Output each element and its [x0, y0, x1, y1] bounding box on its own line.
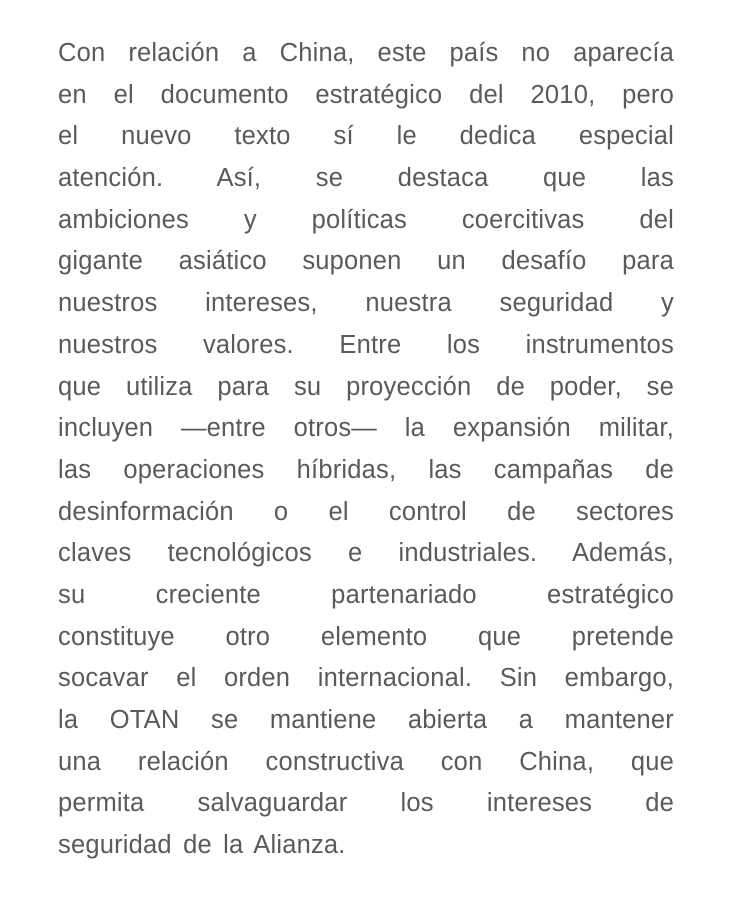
paragraph-line: gigante asiático suponen un desafío para [58, 247, 674, 276]
paragraph-line: nuestros intereses, nuestra seguridad y [58, 289, 674, 318]
paragraph-line: la OTAN se mantiene abierta a mantener [58, 706, 674, 734]
article-paragraph [58, 33, 674, 867]
paragraph-line: en el documento estratégico del 2010, pero [58, 80, 674, 109]
paragraph-line: claves tecnológicos e industriales. Además, [58, 539, 674, 568]
paragraph-line: ambiciones y políticas coercitivas del [58, 205, 674, 234]
paragraph-line: una relación constructiva con China, que [58, 747, 674, 776]
paragraph-line: desinformación o el control de sectores [58, 497, 674, 526]
paragraph-line: constituye otro elemento que pretende [58, 622, 674, 651]
paragraph-line: permita salvaguardar los intereses de [58, 789, 674, 818]
paragraph-line: Con relación a China, este país no aparecía [58, 39, 674, 67]
paragraph-line: las operaciones híbridas, las campañas de [58, 455, 674, 484]
paragraph-line: nuestros valores. Entre los instrumentos [58, 330, 674, 359]
paragraph-line: su creciente partenariado estratégico [58, 580, 674, 609]
paragraph-line: atención. Así, se destaca que las [58, 164, 674, 193]
paragraph-line: incluyen —entre otros— la expansión militar, [58, 414, 674, 443]
paragraph-line: el nuevo texto sí le dedica especial [58, 122, 674, 151]
paragraph-line: socavar el orden internacional. Sin embargo, [58, 664, 674, 693]
paragraph-line: que utiliza para su proyección de poder, se [58, 372, 674, 401]
paragraph-line: seguridad de la Alianza. [58, 831, 346, 860]
